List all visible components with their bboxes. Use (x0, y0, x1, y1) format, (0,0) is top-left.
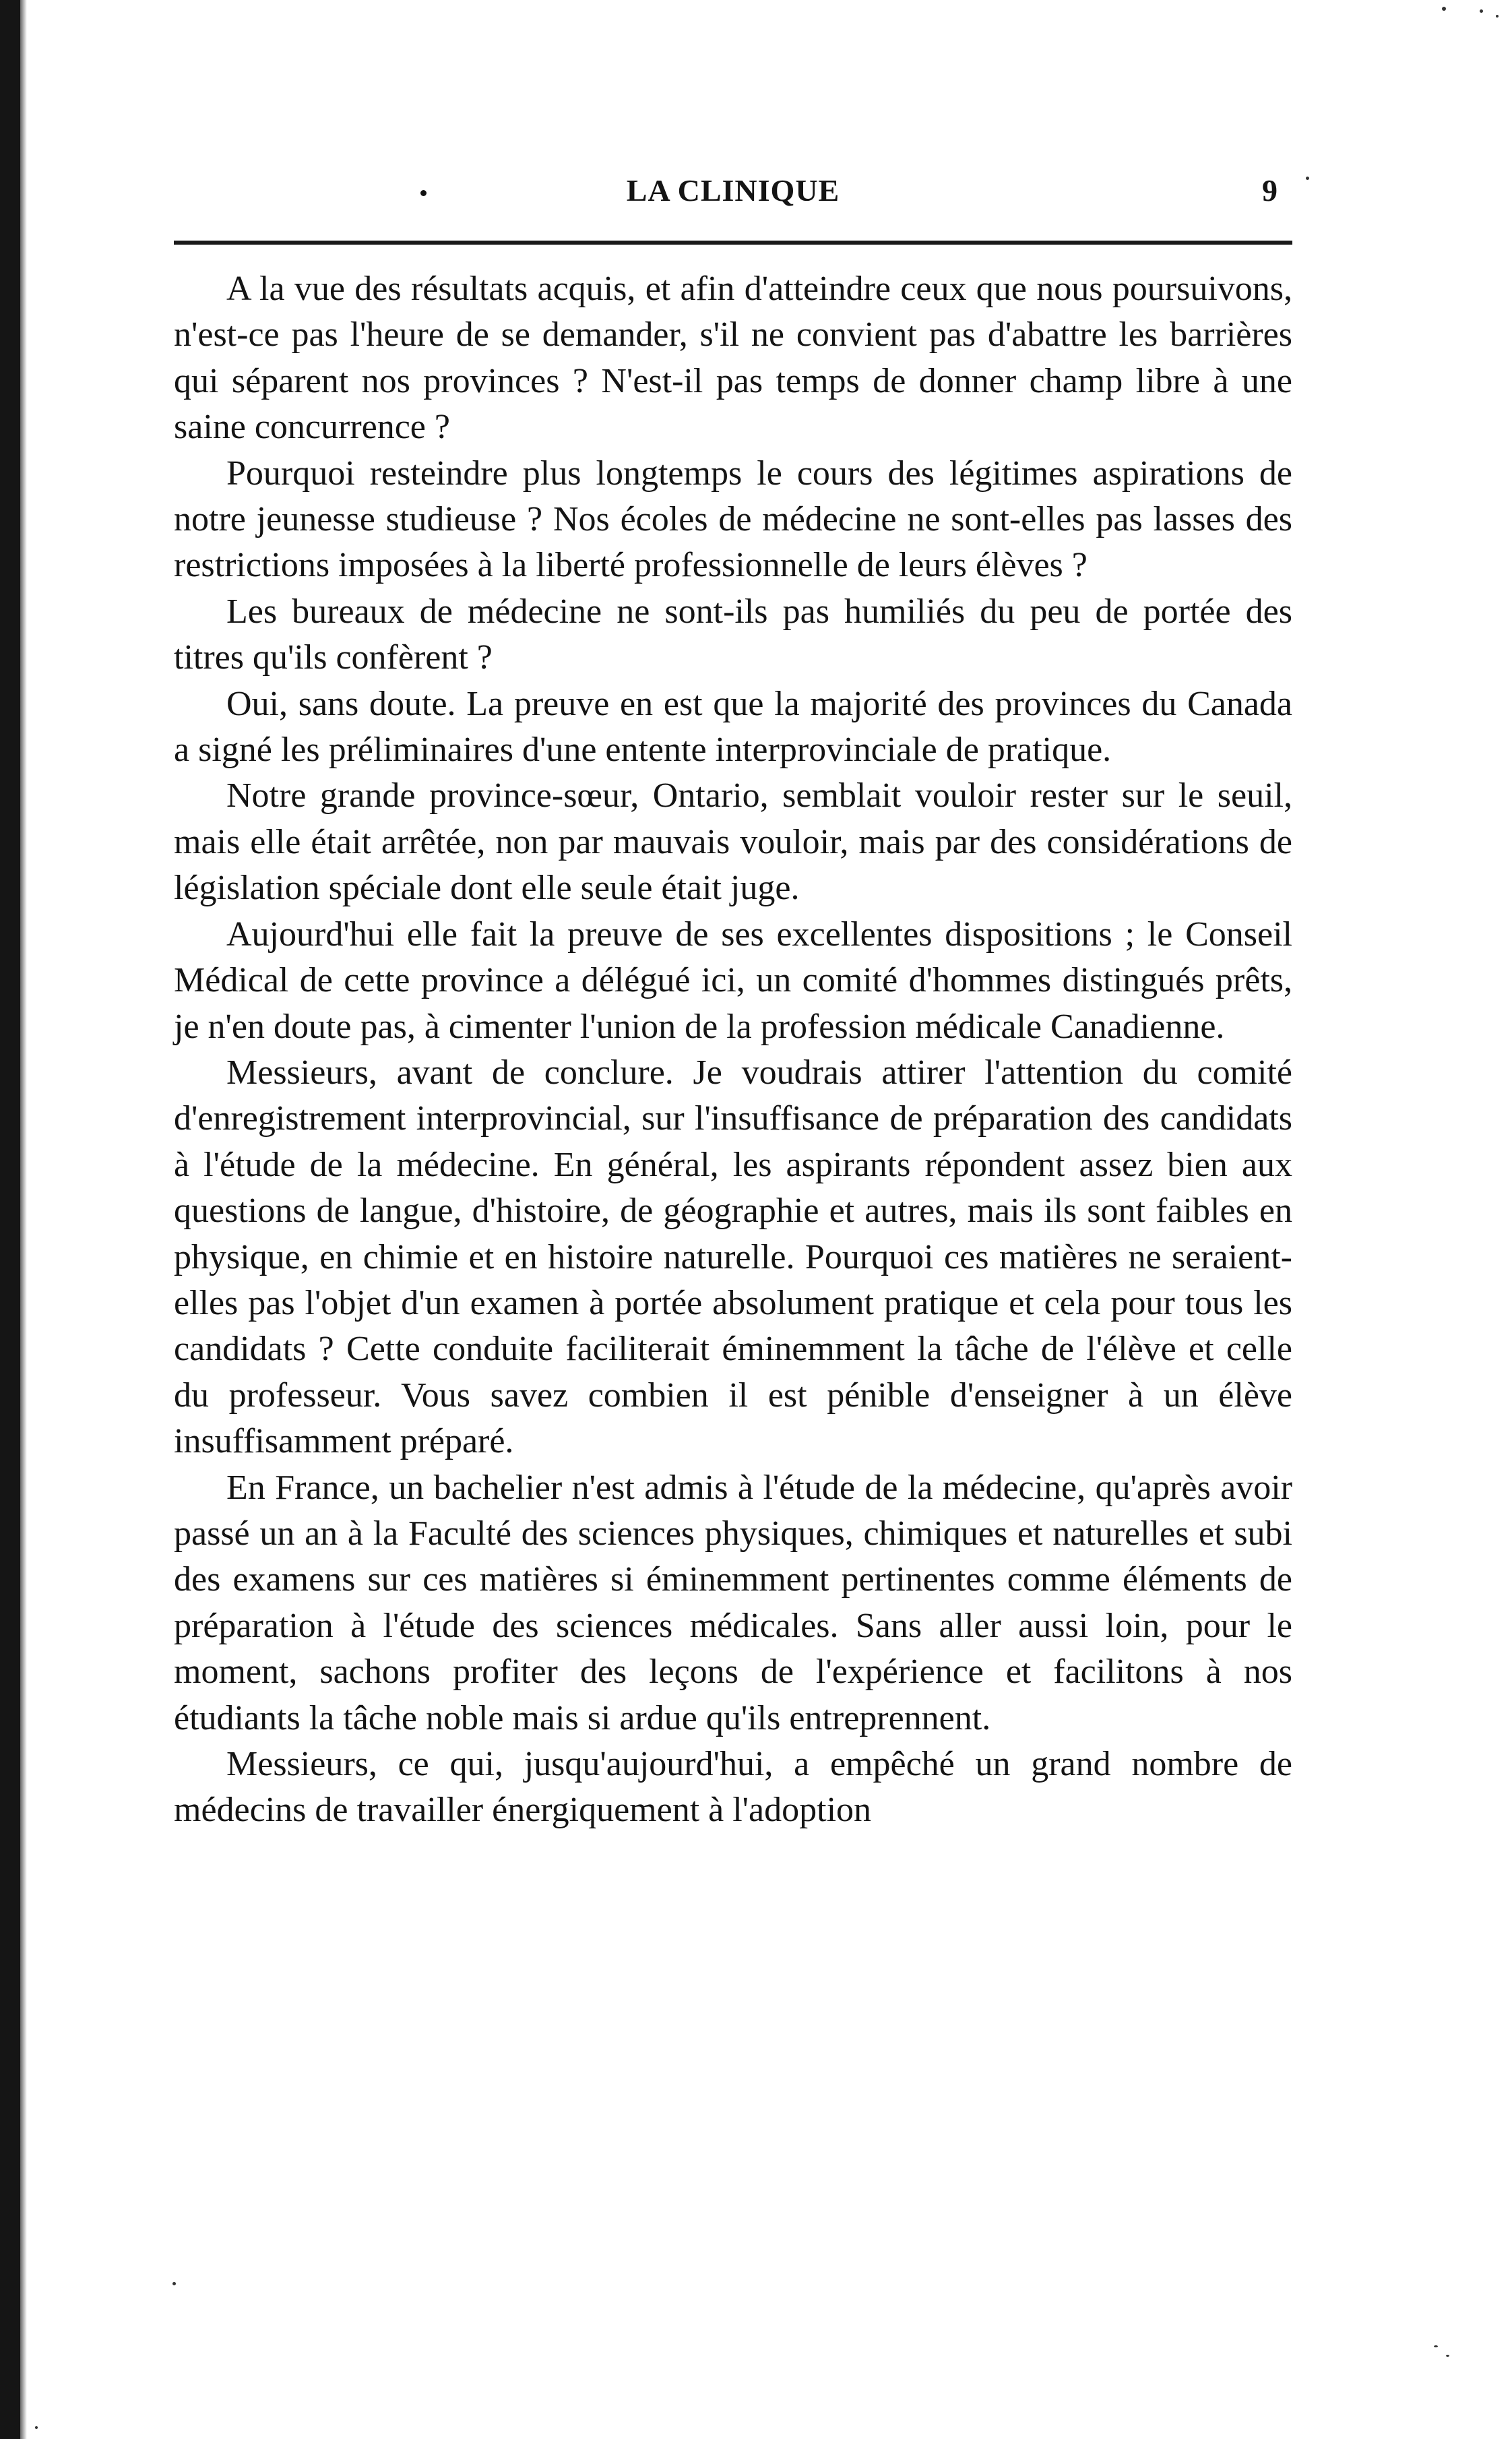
page-binding-shadow (20, 0, 27, 2439)
print-speck (1306, 177, 1309, 180)
paragraph: Notre grande province-sœur, Ontario, semblait vouloir rester sur le seuil, mais elle était arrêtée, non par mauvais vouloir, mais par des considérations de législation spéciale dont elle seule était juge. (174, 776, 1292, 908)
paragraph: Aujourd'hui elle fait la preuve de ses excellentes dispositions ; le Conseil Médical de cette province a délégué ici, un comité d'hommes distingués prêts, je n'en doute pas, à cimenter l'union de la profession médicale Canadienne. (174, 915, 1292, 1046)
page-number: 9 (1262, 173, 1278, 208)
header-rule (174, 241, 1292, 245)
body-text (174, 266, 1292, 1834)
paragraph: Les bureaux de médecine ne sont-ils pas humiliés du peu de portée des titres qu'ils confèrent ? (174, 592, 1292, 677)
page-binding-edge (0, 0, 20, 2439)
paragraph: Pourquoi resteindre plus longtemps le cours des légitimes aspirations de notre jeunesse studieuse ? Nos écoles de médecine ne sont-elles pas lasses des restrictions imposées à la liberté professionnelle de leurs élèves ? (174, 454, 1292, 585)
page-header (174, 167, 1292, 221)
print-speck (35, 2426, 38, 2429)
print-speck (1442, 7, 1446, 11)
paragraph: Oui, sans doute. La preuve en est que la majorité des provinces du Canada a signé les préliminaires d'une entente interprovinciale de pratique. (174, 684, 1292, 770)
print-speck (1496, 15, 1499, 18)
print-speck (172, 2282, 176, 2285)
paragraph: Messieurs, avant de conclure. Je voudrais attirer l'attention du comité d'enregistrement interprovincial, sur l'insuffisance de préparation des candidats à l'étude de la médecine. En général, les aspirants répondent assez bien aux questions de langue, d'histoire, de géographie et autres, mais ils sont faibles en physique, en chimie et en histoire naturelle. Pourquoi ces matières ne seraient-elles pas l'objet d'un examen à portée absolument pratique et cela pour tous les candidats ? Cette conduite faciliterait éminemment la tâche de l'élève et celle du professeur. Vous savez combien il est pénible d'enseigner à un élève insuffisamment préparé. (174, 1053, 1292, 1461)
running-title: LA CLINIQUE (626, 173, 840, 208)
paragraph: En France, un bachelier n'est admis à l'étude de la médecine, qu'après avoir passé un an à la Faculté des sciences physiques, chimiques et naturelles et subi des examens sur ces matières si éminemment pertinentes comme éléments de préparation à l'étude des sciences médicales. Sans aller aussi loin, pour le moment, sachons profiter des leçons de l'expérience et facilitons à nos étudiants la tâche noble mais si ardue qu'ils entreprennent. (174, 1468, 1292, 1737)
paragraph: Messieurs, ce qui, jusqu'aujourd'hui, a empêché un grand nombre de médecins de travailler énergiquement à l'adoption (174, 1745, 1292, 1830)
paragraph: A la vue des résultats acquis, et afin d'atteindre ceux que nous poursuivons, n'est-ce pas l'heure de se demander, s'il ne convient pas d'abattre les barrières qui séparent nos provinces ? N'est-il pas temps de donner champ libre à une saine concurrence ? (174, 270, 1292, 447)
print-speck (1446, 2355, 1449, 2357)
print-speck (1434, 2345, 1438, 2347)
print-speck (1480, 9, 1483, 13)
